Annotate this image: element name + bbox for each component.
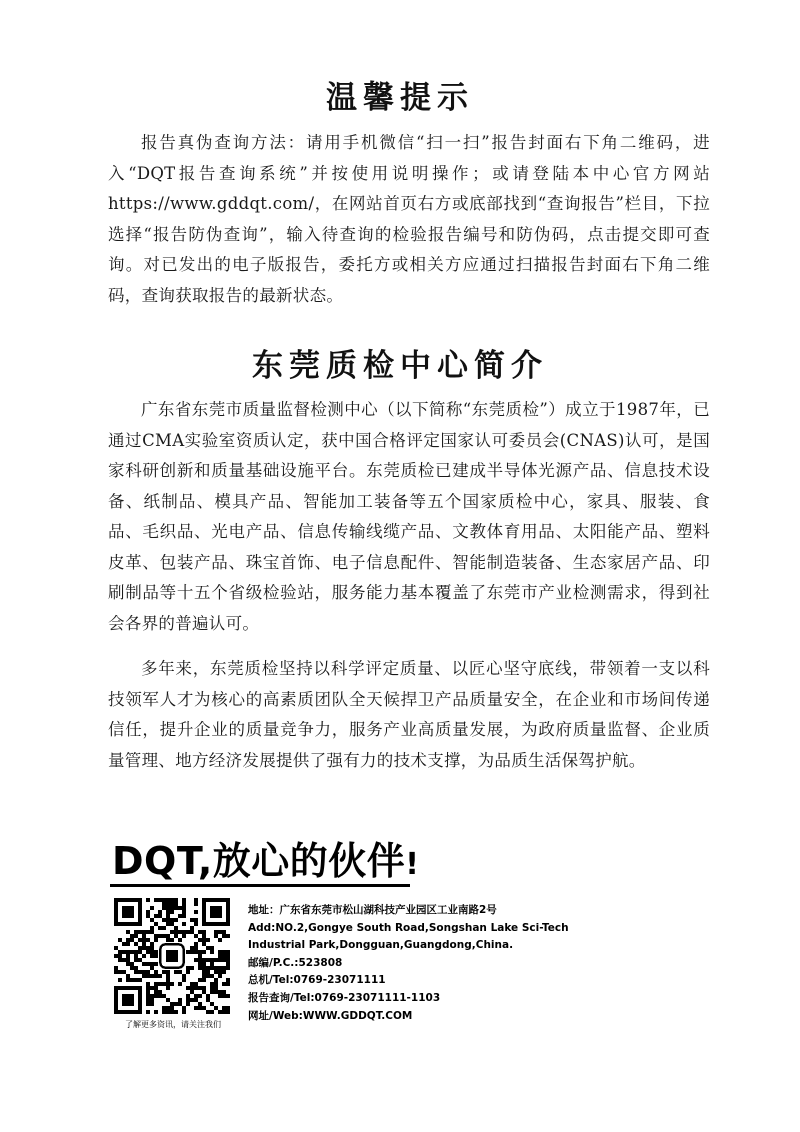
- slogan: [112, 830, 419, 885]
- intro-title: 东莞质检中心简介: [252, 348, 548, 384]
- contact-address-en-2: Industrial Park,Dongguan,Guangdong,China.: [248, 939, 514, 952]
- notice-title: 温馨提示: [326, 80, 474, 116]
- contact-website: 网址/Web:WWW.GDDQT.COM: [248, 1009, 413, 1022]
- contact-address-cn: 地址：广东省东莞市松山湖科技产业园区工业南路2号: [248, 904, 497, 916]
- contact-report-tel: 报告查询/Tel:0769-23071111-1103: [248, 991, 441, 1004]
- notice-paragraph: 报告真伪查询方法：请用手机微信“扫一扫”报告封面右下角二维码，进入“DQT报告查询系统”并按使用说明操作；或请登陆本中心官方网站https://www.gddqt.com/，在网站首页右方或底部找到“查询报告”栏目，下拉选择“报告防伪查询”，输入待查询的检验报告编号和防伪码，点击提交即可查询。对已发出的电子版报告，委托方或相关方应通过扫描报告封面右下角二维码，查询获取报告的最新状态。: [108, 133, 710, 305]
- slogan-exclamation: !: [405, 847, 420, 882]
- qr-code-icon[interactable]: [114, 898, 230, 1014]
- qr-caption: 了解更多资讯，请关注我们: [125, 1020, 221, 1029]
- contact-tel: 总机/Tel:0769-23071111: [248, 974, 386, 987]
- intro-paragraph-1: 广东省东莞市质量监督检测中心（以下简称“东莞质检”）成立于1987年，已通过CMA实验室资质认定，获中国合格评定国家认可委员会(CNAS)认可，是国家科研创新和质量基础设施平台。东莞质检已建成半导体光源产品、信息技术设备、纸制品、模具产品、智能加工装备等五个国家质检中心，家具、服装、食品、毛织品、光电产品、信息传输线缆产品、文教体育用品、太阳能产品、塑料皮革、包装产品、珠宝首饰、电子信息配件、智能制造装备、生态家居产品、印刷制品等十五个省级检验站，服务能力基本覆盖了东莞市产业检测需求，得到社会各界的普遍认可。: [108, 400, 710, 633]
- slogan-text: DQT,放心的伙伴: [112, 839, 406, 883]
- contact-info: [248, 902, 569, 1025]
- contact-postcode: 邮编/P.C.:523808: [248, 956, 343, 969]
- intro-paragraph-2: 多年来，东莞质检坚持以科学评定质量、以匠心坚守底线，带领着一支以科技领军人才为核心的高素质团队全天候捍卫产品质量安全，在企业和市场间传递信任，提升企业的质量竞争力，服务产业高质量发展，为政府质量监督、企业质量管理、地方经济发展提供了强有力的技术支撑，为品质生活保驾护航。: [108, 659, 710, 770]
- qr-code-graphic: [114, 898, 230, 1014]
- contact-address-en-1: Add:NO.2,Gongye South Road,Songshan Lake Sci-Tech: [248, 921, 569, 934]
- slogan-underline: [110, 884, 410, 887]
